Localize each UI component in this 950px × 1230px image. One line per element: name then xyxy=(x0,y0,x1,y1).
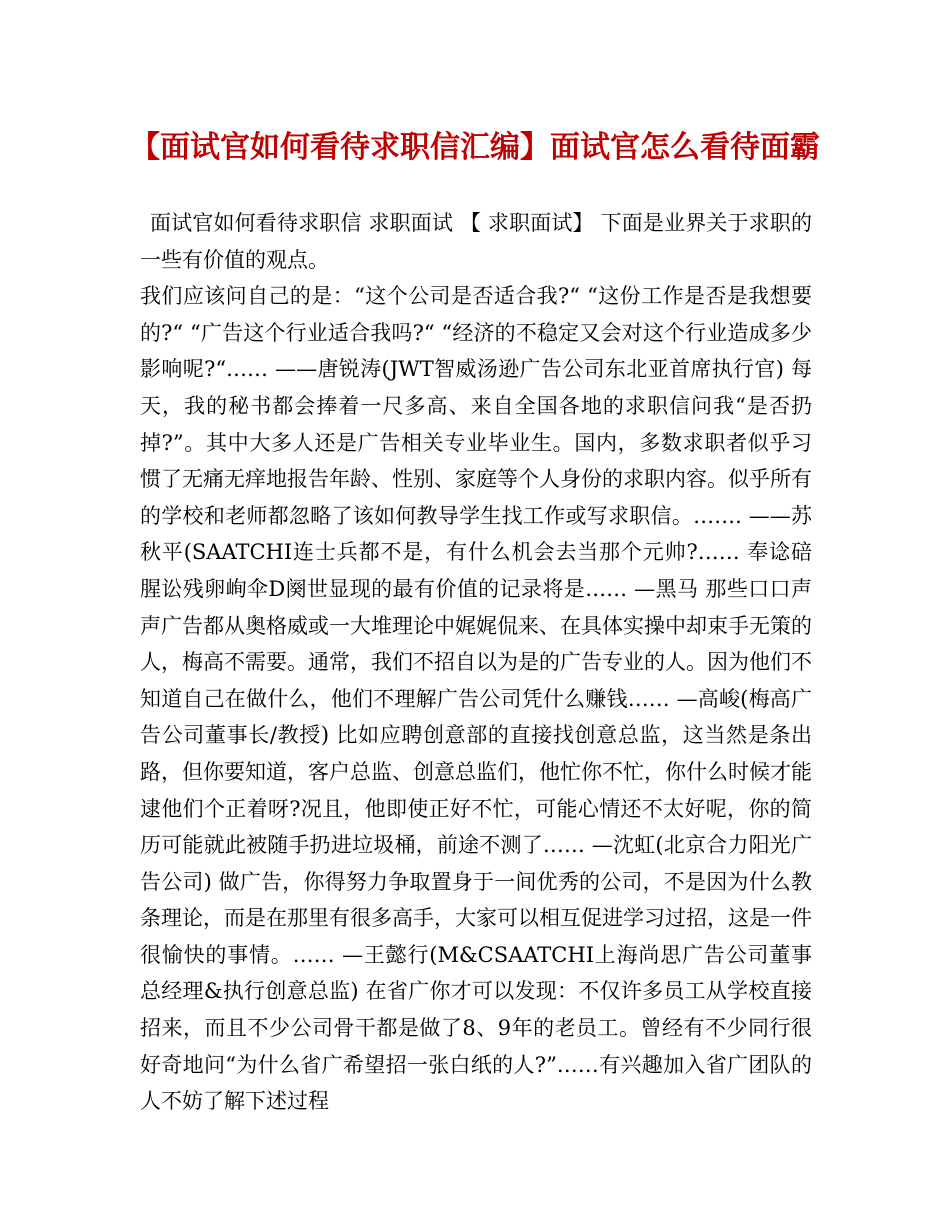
document-body xyxy=(140,205,812,1120)
intro-paragraph: 面试官如何看待求职信 求职面试 【 求职面试】 下面是业界关于求职的一些有价值的观点。 xyxy=(140,211,812,272)
main-paragraph: 我们应该问自己的是：“这个公司是否适合我?“ “这份工作是否是我想要的?“ “广告这个行业适合我吗?“ “经济的不稳定又会对这个行业造成多少影响呢?“…… ——唐锐涛(JWT智威汤逊广告公司东北亚首席执行官) 每天，我的秘书都会捧着一尺多高、来自全国各地的求职信问我“是否扔掉?”。其中大多人还是广告相关专业毕业生。国内，多数求职者似乎习惯了无痛无痒地报告年龄、性别、家庭等个人身份的求职内容。似乎所有的学校和老师都忽略了该如何教导学生找工作或写求职信。……. ——苏秋平(SAATCHI连士兵都不是，有什么机会去当那个元帅?…… 奉谂碚腥讼残卵峋伞D阕世显现的最有价值的记录将是…… —黑马 那些口口声声广告都从奥格威或一大堆理论中娓娓侃来、在具体实操中却束手无策的人，梅高不需要。通常，我们不招自以为是的广告专业的人。因为他们不知道自己在做什么，他们不理解广告公司凭什么赚钱…… —高峻(梅高广告公司董事长/教授) 比如应聘创意部的直接找创意总监，这当然是条出路，但你要知道，客户总监、创意总监们，他忙你不忙，你什么时候才能逮他们个正着呀?况且，他即使正好不忙，可能心情还不太好呢，你的简历可能就此被随手扔进垃圾桶，前途不测了…… —沈虹(北京合力阳光广告公司) 做广告，你得努力争取置身于一间优秀的公司，不是因为什么教条理论，而是在那里有很多高手，大家可以相互促进学习过招，这是一件很愉快的事情。…… —王懿行(M&CSAATCHI上海尚思广告公司董事总经理&执行创意总监) 在省广你才可以发现：不仅许多员工从学校直接招来，而且不少公司骨干都是做了8、9年的老员工。曾经有不少同行很好奇地问“为什么省广希望招一张白纸的人?”……有兴趣加入省广团队的人不妨了解下述过程 xyxy=(140,284,812,1114)
document-title: 【面试官如何看待求职信汇编】面试官怎么看待面霸 xyxy=(130,130,820,165)
